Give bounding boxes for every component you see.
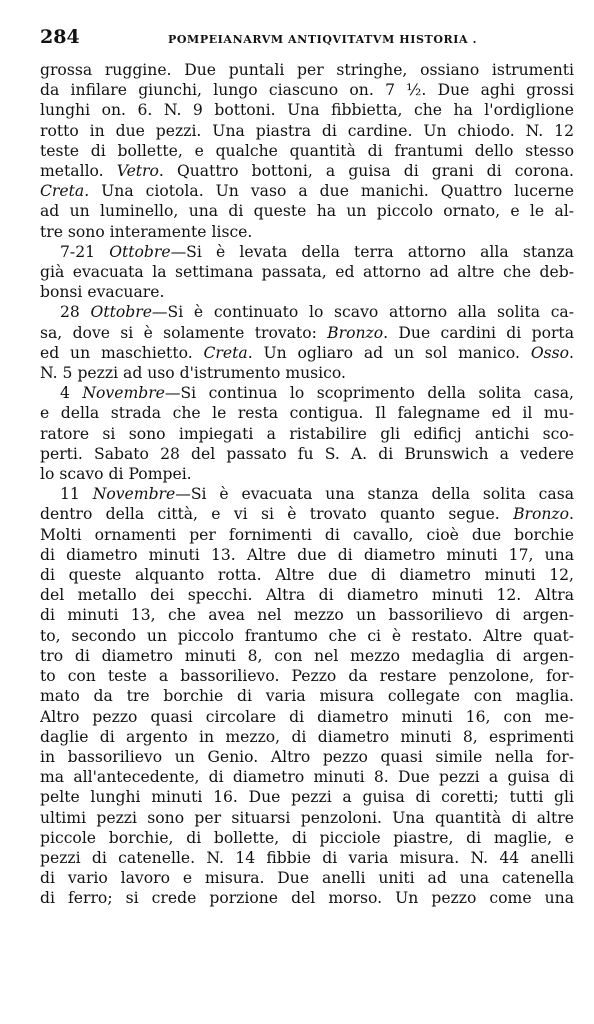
text-line: grossa ruggine. Due puntali per stringhe, ossiano istrumenti [40, 61, 574, 79]
running-title: POMPEIANARVM ANTIQVITATVM HISTORIA . [168, 33, 478, 46]
text-line: dentro della città, e vi si è trovato quanto segue. Bronzo. [40, 505, 574, 524]
text-line: in bassorilievo un Genio. Altro pezzo quasi simile nella for- [40, 747, 574, 766]
text-line: pelte lunghi minuti 16. Due pezzi a guisa di coretti; tutti gli [40, 788, 574, 807]
text-line: tro di diametro minuti 8, con nel mezzo medaglia di argen- [40, 646, 574, 665]
text-line: Molti ornamenti per fornimenti di cavallo, cioè due borchie [40, 525, 574, 544]
text-line: perti. Sabato 28 del passato fu S. A. di Brunswich a vedere [40, 444, 574, 463]
text-line: lo scavo di Pompei. [40, 465, 192, 484]
text-line: sa, dove si è solamente trovato: Bronzo. Due cardini di porta [40, 323, 574, 342]
text-line: e della strada che le resta contigua. Il falegname ed il mu- [40, 404, 574, 423]
text-line: pezzi di catenelle. N. 14 fibbie di varia misura. N. 44 anelli [40, 848, 574, 867]
text-line: ratore si sono impiegati a ristabilire gli edificj antichi sco- [40, 424, 574, 443]
text-line: ultimi pezzi sono per situarsi penzoloni. Una quantità di altre [40, 808, 574, 827]
text-line: lunghi on. 6. N. 9 bottoni. Una fibbietta, che ha l'ordiglione [40, 101, 574, 120]
text-line: tre sono interamente lisce. [40, 222, 253, 241]
text-line: ma all'antecedente, di diametro minuti 8. Due pezzi a guisa di [40, 768, 574, 787]
text-line: di ferro; si crede porzione del morso. Un pezzo come una [40, 889, 574, 908]
text-line: di diametro minuti 13. Altre due di diametro minuti 17, una [40, 545, 574, 564]
text-line: to, secondo un piccolo frantumo che ci è restato. Altre quat- [40, 626, 574, 645]
text-line: già evacuata la settimana passata, ed attorno ad altre che deb- [40, 263, 574, 282]
text-line: di minuti 13, che avea nel mezzo un bassorilievo di argen- [40, 606, 574, 625]
entry-4-novembre: 4 Novembre—Si continua lo scoprimento della solita casa, [60, 384, 574, 403]
entry-28-ottobre: 28 Ottobre—Si è continuato lo scavo attorno alla solita ca- [60, 303, 574, 322]
text-line: daglie di argento in mezzo, di diametro minuti 8, esprimenti [40, 727, 574, 746]
text-line: Altro pezzo quasi circolare di diametro minuti 16, con me- [40, 707, 574, 726]
text-line: da infilare giunchi, lungo ciascuno on. 7 ½. Due aghi grossi [40, 81, 574, 100]
entry-7-21-ottobre: 7-21 Ottobre—Si è levata della terra attorno alla stanza [60, 242, 574, 261]
text-line: N. 5 pezzi ad uso d'istrumento musico. [40, 364, 346, 383]
page-header [40, 26, 574, 56]
text-line: ed un maschietto. Creta. Un ogliaro ad un sol manico. Osso. [40, 343, 574, 362]
text-line: mato da tre borchie di varia misura collegate con maglia. [40, 687, 574, 706]
text-line: to con teste a bassorilievo. Pezzo da restare penzolone, for- [40, 667, 574, 686]
text-line: rotto in due pezzi. Una piastra di cardine. Un chiodo. N. 12 [40, 121, 574, 140]
text-line: metallo. Vetro. Quattro bottoni, a guisa di grani di corona. [40, 162, 574, 181]
text-line: di queste alquanto rotta. Altre due di diametro minuti 12, [40, 566, 574, 585]
body-text [40, 60, 574, 909]
text-line: ad un luminello, una di queste ha un piccolo ornato, e le al- [40, 202, 574, 221]
text-line: del metallo dei specchi. Altra di diametro minuti 12. Altra [40, 586, 574, 605]
text-line: di vario lavoro e misura. Due anelli uniti ad una catenella [40, 869, 574, 888]
text-line: Creta. Una ciotola. Un vaso a due manichi. Quattro lucerne [40, 182, 574, 201]
page-number: 284 [40, 26, 80, 48]
entry-11-novembre: 11 Novembre—Si è evacuata una stanza della solita casa [60, 485, 574, 504]
text-line: piccole borchie, di bollette, di picciole piastre, di maglie, e [40, 828, 574, 847]
text-line: bonsi evacuare. [40, 283, 165, 302]
text-line: teste di bollette, e qualche quantità di frantumi dello stesso [40, 141, 574, 160]
